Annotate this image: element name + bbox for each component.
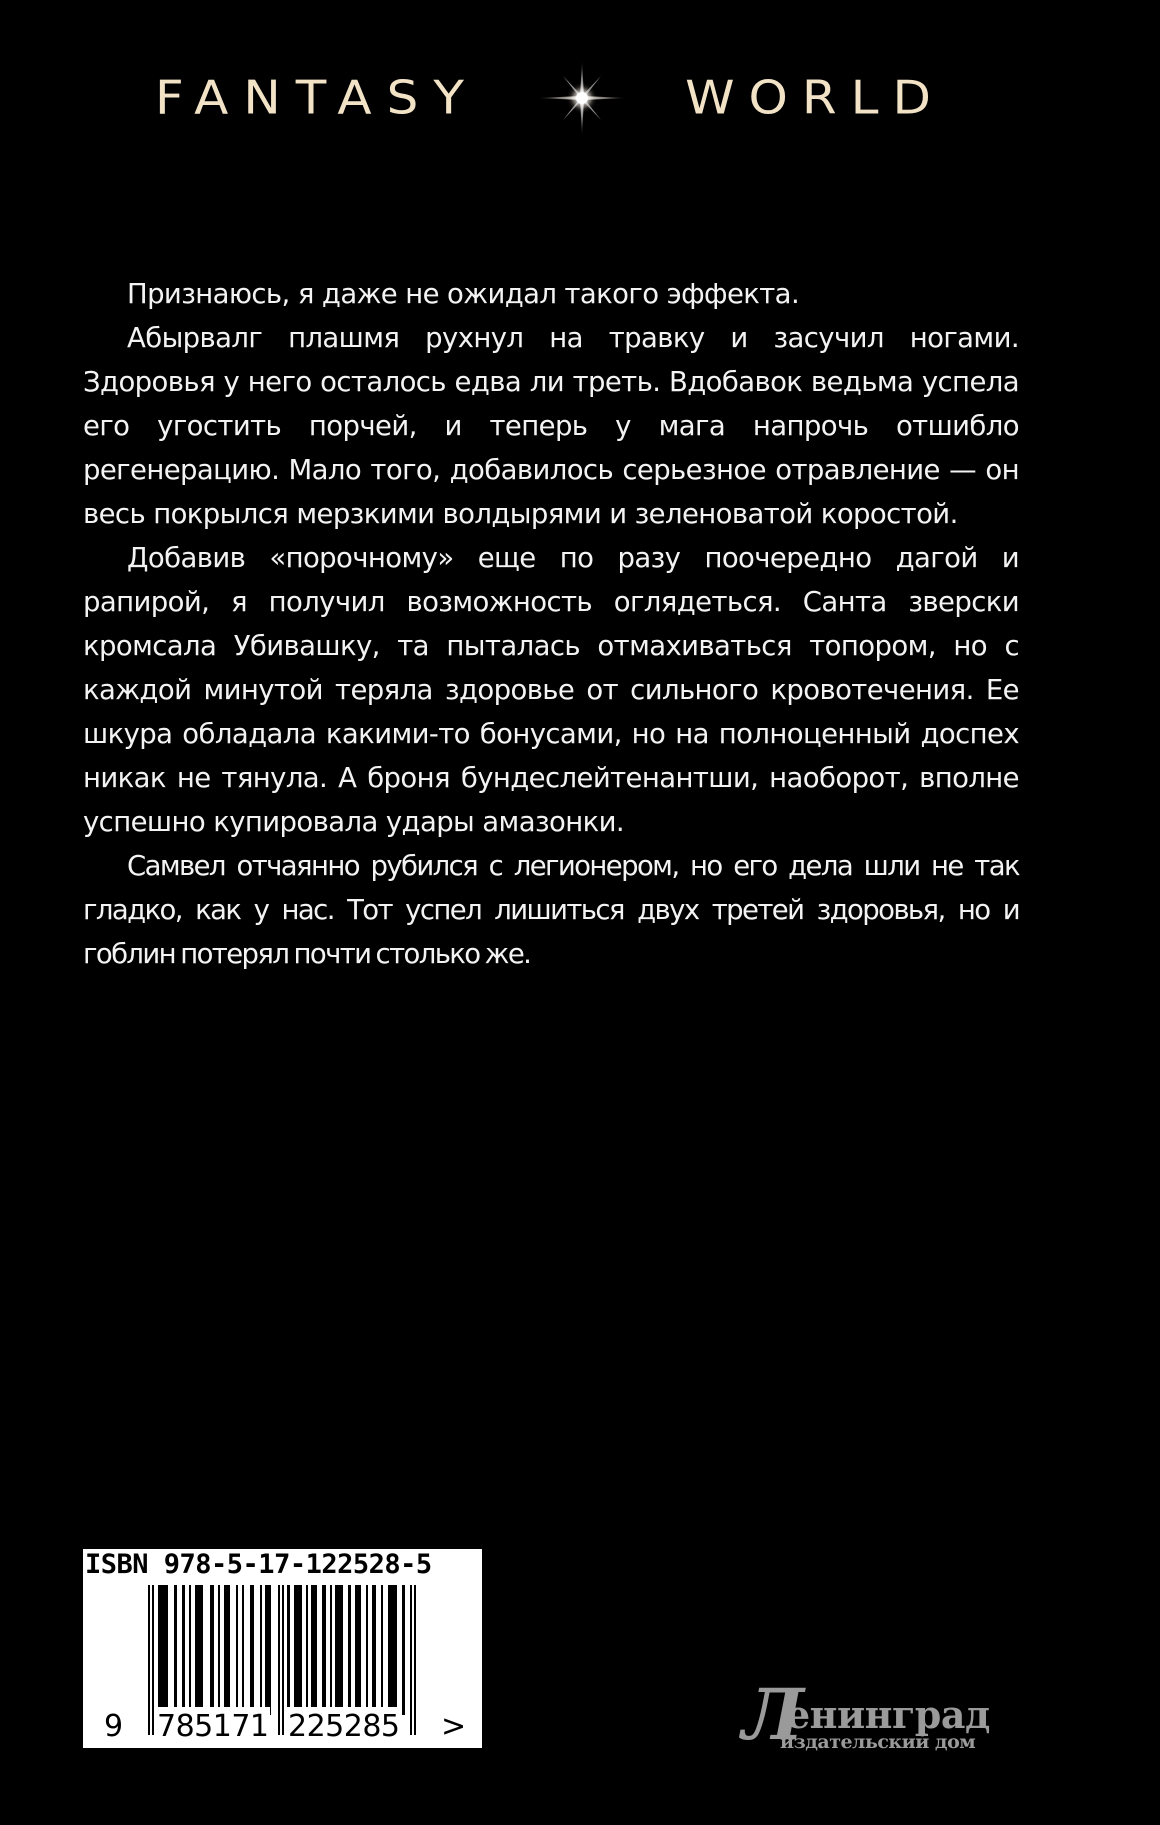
ean-first-digit: 9 bbox=[103, 1707, 124, 1747]
publisher-logo bbox=[742, 1673, 1022, 1756]
isbn-barcode bbox=[83, 1549, 482, 1748]
series-word-world: WORLD bbox=[685, 71, 945, 125]
annotation-paragraph: Добавив «порочному» еще по разу поочередно дагой и рапирой, я получил возможность оглядеться. Санта зверски кромсала Убивашку, та пыталась отмахиваться топором, но с каждой минутой теряла здоровье от сильного кровотечения. Ее шкура обладала какими-то бонусами, но на полноценный доспех никак не тянула. А броня бундеслейтенантши, наоборот, вполне успешно купировала удары амазонки. bbox=[83, 542, 1019, 838]
quiet-zone-marker: > bbox=[440, 1707, 467, 1747]
series-logo bbox=[155, 66, 945, 130]
series-word-fantasy: FANTASY bbox=[155, 71, 479, 125]
ean-group-left: 785171 bbox=[156, 1707, 270, 1747]
publisher-subtitle: издательский дом bbox=[780, 1731, 976, 1753]
annotation-paragraph: Самвел отчаянно рубился с легионером, но его дела шли не так гладко, как у нас. Тот успел лишиться двух третей здоровья, но и гоблин потерял почти столько же. bbox=[83, 850, 1019, 970]
book-annotation bbox=[83, 272, 1019, 976]
annotation-paragraph: Абырвалг плашмя рухнул на травку и засучил ногами. Здоровья у него осталось едва ли треть. Вдобавок ведьма успела его угостить порчей, и теперь у мага напрочь отшибло регенерацию. Мало того, добавилось серьезное отравление — он весь покрылся мерзкими волдырями и зеленоватой коростой. bbox=[83, 322, 1019, 530]
ean-group-right: 225285 bbox=[287, 1707, 401, 1747]
isbn-label: ISBN 978-5-17-122528-5 bbox=[85, 1549, 432, 1580]
publisher-name: енинград bbox=[786, 1692, 990, 1737]
publisher-initial: Л bbox=[742, 1673, 804, 1756]
sparkle-star-icon bbox=[537, 58, 627, 138]
ean-digits bbox=[83, 1707, 482, 1747]
annotation-paragraph: Признаюсь, я даже не ожидал такого эффекта. bbox=[127, 278, 800, 310]
